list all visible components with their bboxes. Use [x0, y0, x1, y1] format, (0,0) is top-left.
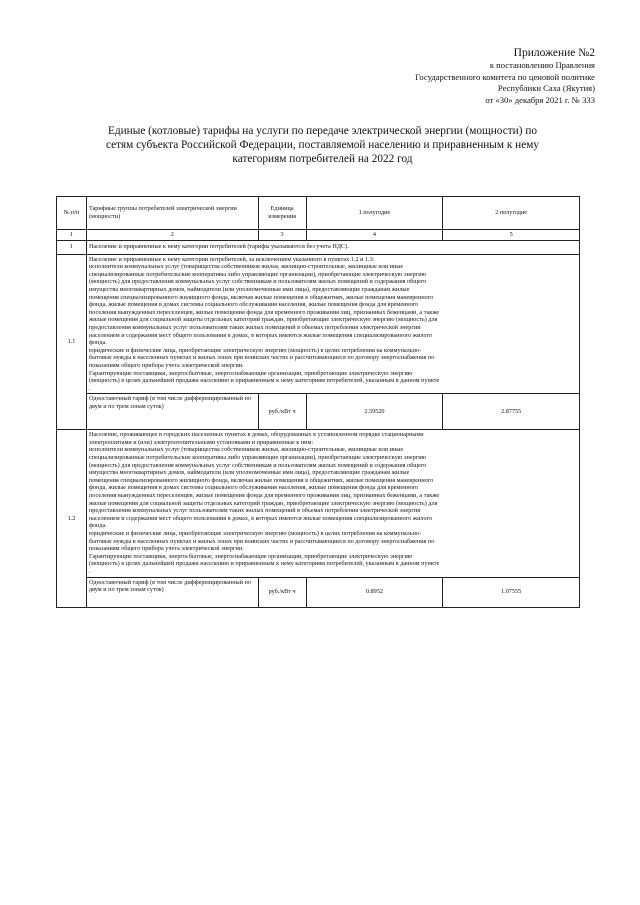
header-half2: 2 полугодие: [443, 197, 580, 230]
desc-line: (мощность) для предоставления коммунальных услуг собственникам и пользователям жилых помещений и содержания общего: [88, 278, 427, 286]
desc-line: исполнители коммунальных услуг (товарищества собственников жилья, жилищно-строительные, жилищные или иные: [88, 446, 404, 454]
desc-line: жилые помещения для социальной защиты отдельных категорий граждан, приобретающие электрическую энергию (мощность) для: [88, 316, 438, 324]
header-half1: 1 полугодие: [306, 197, 443, 230]
desc-line: электроплитами и (или) электроотопительными установками и приравненные к ним:: [88, 438, 314, 446]
desc-line: специализированные потребительские кооперативы либо управляющие организации), приобретающие электрическую энергию: [88, 270, 427, 278]
desc-line: фонда, жилые помещения в домах системы социального обслуживания населения, жилые помещения фонда для временного: [88, 484, 419, 492]
title-line-1: Единые (котловые) тарифы на услуги по передаче электрической энергии (мощности) по: [107, 125, 538, 137]
header-group: Тарифные группы потребителей электрической энергии (мощности): [86, 197, 258, 230]
desc-line: Население, проживающее в городских населенных пунктах в домах, оборудованных в установленном порядке стационарными: [88, 431, 424, 439]
desc-line: имущества многоквартирных домов, наймодатели (или уполномоченные ими лица), предоставляющие гражданам жилые: [88, 469, 410, 477]
desc-line: бытовые нужды в населенных пунктах и жилых зонах при воинских частях и рассчитывающиеся по договору энергоснабжения по: [88, 354, 435, 362]
document-title: [85, 124, 560, 166]
row-1-2-tariff-label: Одноставочный тариф (в том числе дифференцированный по двум и по трем зонам суток): [86, 577, 258, 607]
desc-line: предоставления коммунальных услуг пользователям таких жилых помещений в объемах потребления электрической энергии: [88, 323, 421, 331]
section-text: Население и приравненные к нему категории потребителей (тарифы указываются без учета НДС).: [86, 240, 579, 254]
desc-line: Население и приравненные к нему категории потребителей, за исключением указанного в пунктах 1.2 и 1.3:: [88, 255, 375, 263]
desc-line: .: [88, 384, 91, 392]
desc-line: поселения вынужденных переселенцев, жилые помещения фонда для временного проживания лиц, признанных беженцами, а также: [88, 492, 440, 500]
row-1-1-tariff-label: Одноставочный тариф (в том числе дифференцированный по двум и по трем зонам суток): [86, 394, 258, 430]
appendix-number: Приложение №2: [513, 47, 595, 59]
row-1-2-tariff: [57, 577, 580, 607]
desc-line: помещения специализированного жилищного фонда, включая жилые помещения в общежитиях, жилые помещения маневренного: [88, 476, 434, 484]
desc-line: предоставления коммунальных услуг пользователям таких жилых помещений в объемах потребления электрической энергии: [88, 507, 421, 515]
desc-line: жилые помещения для социальной защиты отдельных категорий граждан, приобретающие электрическую энергию (мощность) для: [88, 499, 438, 507]
row-1-1-half2: 2.87755: [443, 394, 580, 430]
appendix-line-1: к постановлению Правления: [489, 60, 595, 70]
desc-line: .: [88, 567, 91, 575]
desc-line: специализированные потребительские кооперативы либо управляющие организации), приобретающие электрическую энергию: [88, 454, 427, 462]
row-1-1-text: [86, 254, 579, 394]
appendix-line-3: Республики Саха (Якутия): [497, 83, 595, 93]
appendix-header: [415, 46, 595, 106]
section-num: 1: [57, 240, 87, 254]
desc-line: фонда.: [88, 339, 107, 347]
column-number-row: [57, 230, 580, 241]
desc-line: показаниям общего прибора учета электрической энергии.: [88, 545, 244, 553]
desc-line: (мощность) в целях дальнейшей продажи населению и приравненным к нему категориям потребителей, указанным в данном пункте: [88, 560, 440, 568]
desc-line: помещения специализированного жилищного фонда, включая жилые помещения в общежитиях, жилые помещения маневренного: [88, 293, 434, 301]
title-line-2: сетям субъекта Российской Федерации, поставляемой населению и приравненным к нему: [105, 139, 540, 151]
desc-line: юридические и физические лица, приобретающие электрическую энергию (мощность) в целях потребления на коммунально-: [88, 346, 422, 354]
col-number-1: 1: [57, 230, 87, 241]
desc-line: (мощность) для предоставления коммунальных услуг собственникам и пользователям жилых помещений и содержания общего: [88, 461, 427, 469]
col-number-3: 3: [258, 230, 306, 241]
row-1-2-half2: 1.07555: [443, 577, 580, 607]
row-1-2-unit: руб./кВт ч: [258, 577, 306, 607]
appendix-line-4: от «30» декабря 2021 г. № 333: [485, 94, 595, 105]
desc-line: населением и содержания мест общего пользования в домах, в которых имеются жилые помещения специализированного жилого: [88, 514, 433, 522]
desc-line: поселения вынужденных переселенцев, жилые помещения фонда для временного проживания лиц, признанных беженцами, а также: [88, 308, 440, 316]
row-1-1-half1: 2.59520: [306, 394, 443, 430]
tariff-table: [56, 196, 580, 608]
row-1-2-num: 1.2: [57, 430, 87, 607]
desc-line: юридические и физические лица, приобретающие электрическую энергию (мощность) в целях потребления на коммунально-: [88, 530, 422, 537]
row-1-2-description: [57, 430, 580, 577]
col-number-2: 2: [86, 230, 258, 241]
row-1-1-tariff: [57, 394, 580, 430]
col-number-5: 5: [443, 230, 580, 241]
desc-line: фонда.: [88, 522, 107, 530]
header-num: № п/п: [57, 197, 87, 230]
desc-line: (мощность) в целях дальнейшей продажи населению и приравненным к нему категориям потребителей, указанным в данном пункте: [88, 377, 440, 385]
desc-line: исполнители коммунальных услуг (товарищества собственников жилья, жилищно-строительные, жилищные или иные: [88, 263, 404, 271]
row-1-1-num: 1.1: [57, 254, 87, 430]
row-1-1-description: [57, 254, 580, 394]
header-unit: Единица измерения: [258, 197, 306, 230]
desc-line: имущества многоквартирных домов, наймодатели (или уполномоченные ими лица), предоставляющие гражданам жилые: [88, 285, 410, 293]
desc-line: показаниям общего прибора учета электрической энергии.: [88, 361, 244, 369]
appendix-line-2: Государственного комитета по ценовой политике: [415, 71, 595, 82]
table-header-row: [57, 197, 580, 230]
row-1-2-half1: 0.8952: [306, 577, 443, 607]
desc-line: бытовые нужды в населенных пунктах и жилых зонах при воинских частях и рассчитывающиеся по договору энергоснабжения по: [88, 537, 435, 545]
desc-line: Гарантирующие поставщики, энергосбытовые, энергоснабжающие организации, приобретающие электрическую энергию: [88, 369, 413, 377]
section-row: [57, 240, 580, 254]
desc-line: Гарантирующие поставщики, энергосбытовые, энергоснабжающие организации, приобретающие электрическую энергию: [88, 552, 413, 560]
row-1-2-text: [86, 430, 579, 577]
desc-line: населением и содержания мест общего пользования в домах, в которых имеются жилые помещения специализированного жилого: [88, 331, 433, 339]
desc-line: фонда, жилые помещения в домах системы социального обслуживания населения, жилые помещения фонда для временного: [88, 301, 419, 309]
row-1-1-unit: руб./кВт ч: [258, 394, 306, 430]
title-line-3: категориям потребителей на 2022 год: [232, 153, 413, 165]
col-number-4: 4: [306, 230, 443, 241]
